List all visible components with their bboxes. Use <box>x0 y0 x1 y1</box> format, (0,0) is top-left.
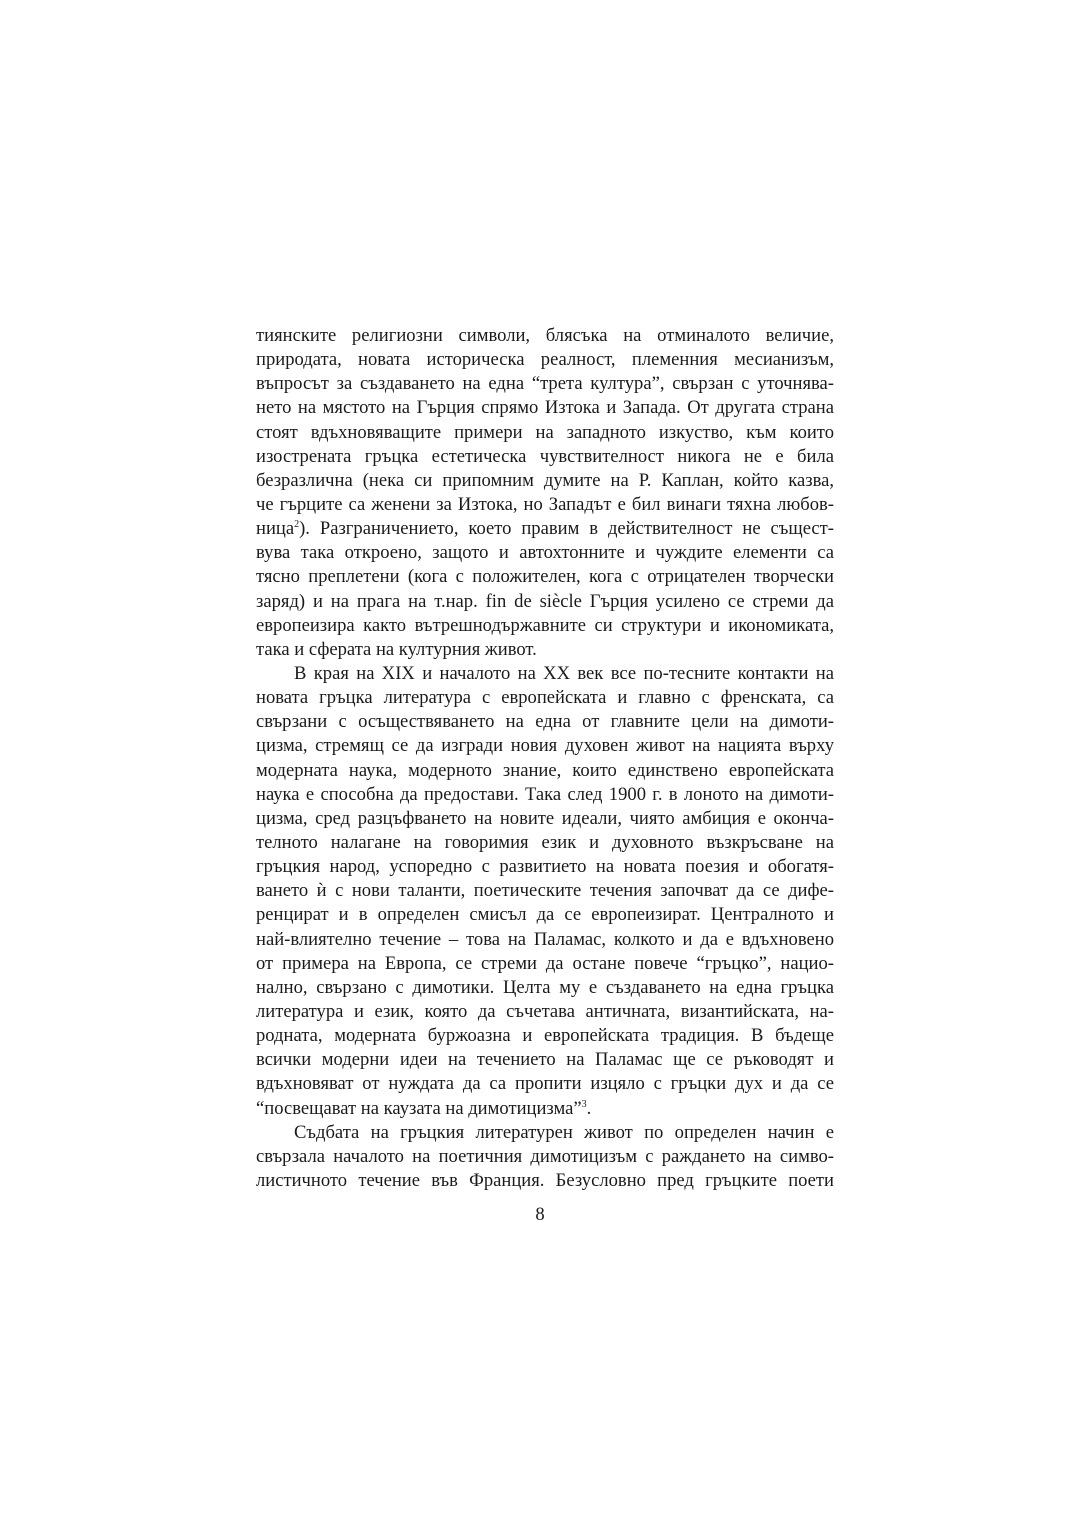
text-line: нално, свързано с димотики. Целта му е създаването на една гръцка <box>256 976 834 998</box>
text-fragment: ница <box>256 518 295 540</box>
text-line: телното налагане на говоримия език и духовното възкръсване на <box>256 831 834 853</box>
text-line: заряд) и на прага на т.нар. fin de siècle Гърция усилено се стреми да <box>256 590 834 612</box>
text-line: свързани с осъществяването на една от главните цели на димоти- <box>256 711 834 733</box>
text-line: свързала началото на поетичния димотицизъм с раждането на симво- <box>256 1145 834 1167</box>
text-line: вува така откроено, защото и автохтонните и чуждите елементи са <box>256 542 834 564</box>
text-line: вдъхновяват от нуждата да са пропити изцяло с гръцки дух и да се <box>256 1073 834 1095</box>
text-line: безразлична (нека си припомним думите на Р. Каплан, който казва, <box>256 469 834 491</box>
text-line: модерната наука, модерното знание, които единствено европейската <box>256 759 834 781</box>
text-line: всички модерни идеи на течението на Паламас ще се ръководят и <box>256 1049 834 1071</box>
text-line: родната, модерната буржоазна и европейската традиция. В бъдеще <box>256 1025 834 1047</box>
text-fragment: “посвещават на каузата на димотицизма” <box>256 1097 582 1119</box>
text-line: литература и език, която да съчетава античната, византийската, на- <box>256 1000 834 1022</box>
text-line: изострената гръцка естетическа чувствителност никога не е била <box>256 445 834 467</box>
text-line: Съдбата на гръцкия литературен живот по определен начин е <box>294 1121 834 1143</box>
text-line: гръцкия народ, успоредно с развитието на новата поезия и обогатя- <box>256 856 834 878</box>
text-line: въпросът за създаването на една “трета култура”, свързан с уточнява- <box>256 373 834 395</box>
paragraph-1 <box>256 324 834 662</box>
paragraph-3 <box>256 1121 834 1193</box>
text-line: цизма, сред разцъфването на новите идеали, чиято амбиция е оконча- <box>256 807 834 829</box>
text-line: ренцират и в определен смисъл да се европеизират. Централното и <box>256 904 834 926</box>
text-line: тиянските религиозни символи, блясъка на отминалото величие, <box>256 325 834 346</box>
text-line: природата, новата историческа реалност, племенния месианизъм, <box>256 349 834 371</box>
text-line: цизма, стремящ се да изгради новия духовен живот на нацията върху <box>256 735 834 757</box>
text-line: тясно преплетени (кога с положителен, кога с отрицателен творчески <box>256 566 834 588</box>
page-number: 8 <box>535 1204 545 1225</box>
text-line: стоят вдъхновяващите примери на западното изкуство, към които <box>256 421 834 443</box>
text-line-with-footnote <box>256 1097 834 1121</box>
text-line: че гърците са женени за Изтока, но Западът е бил винаги тяхна любов- <box>256 493 834 515</box>
footnote-ref-2[interactable]: 2 <box>294 518 300 530</box>
text-line: В края на XIX и началото на XX век все по-тесните контакти на <box>294 662 834 684</box>
text-line: листичното течение във Франция. Безусловно пред гръцките поети <box>256 1169 834 1191</box>
text-line: наука е способна да предостави. Така след 1900 г. в лоното на димоти- <box>256 783 834 805</box>
text-line: нето на мястото на Гърция спрямо Изтока и Запада. От другата страна <box>256 397 834 419</box>
text-line: новата гръцка литература с европейската и главно с френската, са <box>256 687 834 709</box>
body-text <box>256 324 834 1193</box>
text-fragment: ). Разграничението, което правим в действителност не същест- <box>299 518 834 540</box>
text-fragment: . <box>586 1097 592 1119</box>
text-line-with-footnote <box>256 517 834 541</box>
text-line: ването ѝ с нови таланти, поетическите течения започват да се дифе- <box>256 880 834 902</box>
text-line: така и сферата на културния живот. <box>256 638 537 660</box>
text-line: най-влиятелно течение – това на Паламас, колкото и да е вдъхновено <box>256 928 834 950</box>
text-line: от примера на Европа, се стреми да остане повече “гръцко”, нацио- <box>256 952 834 974</box>
footnote-ref-3[interactable]: 3 <box>581 1098 587 1110</box>
paragraph-2 <box>256 662 834 1121</box>
text-line: европеизира както вътрешнодържавните си структури и икономиката, <box>256 614 834 636</box>
